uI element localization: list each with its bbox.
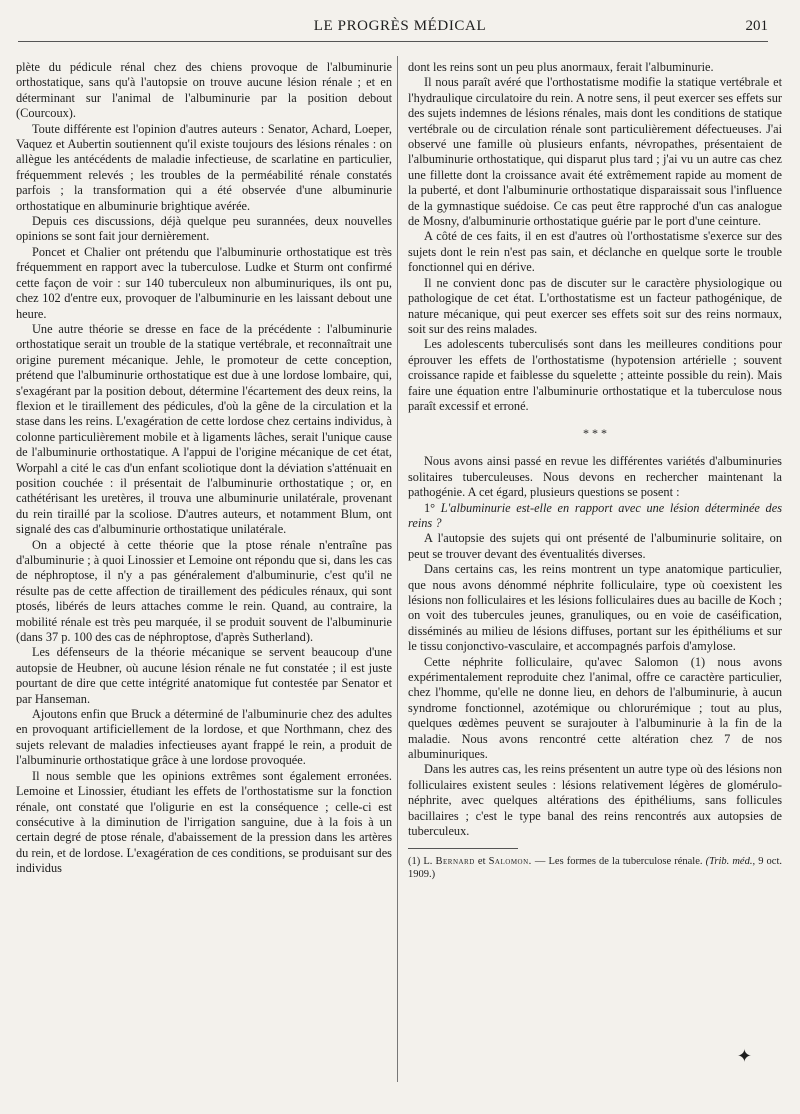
paragraph: Il ne convient donc pas de discuter sur le caractère physiologique ou pathologique de cet état. L'orthostatisme est un facteur pathogénique, de nature mécanique, qui peut exercer ses effets soit sur des reins normaux, soit sur des reins malades.	[408, 275, 782, 336]
right-column	[408, 60, 782, 881]
footnote-date: 9 oct. 1909.)	[408, 855, 783, 880]
paragraph: Poncet et Chalier ont prétendu que l'albuminurie orthostatique est très fréquemment en rapport avec la tuberculose. Ludke et Sturm ont confirmé cette façon de voir : sur 140 tuberculeux non albuminuriques, ils ont pu, chez 102 d'entre eux, provoquer de l'albuminurie en les laissant debout une heure.	[16, 244, 392, 321]
footnote	[408, 855, 782, 881]
footnote-source: (Trib. méd.,	[705, 855, 756, 867]
column-divider	[397, 56, 398, 1082]
question-number: 1°	[424, 500, 436, 515]
footnote-author: Salomon.	[488, 855, 532, 867]
left-column	[16, 60, 392, 877]
paragraph: A côté de ces faits, il en est d'autres où l'orthostatisme s'exerce sur des sujets dont le rein n'est pas sain, et déclanche en quelque sorte le trouble fonctionnel qui en dérive.	[408, 229, 782, 275]
page-header	[0, 18, 800, 40]
ornament-icon: ✦	[736, 1046, 752, 1066]
paragraph: Les défenseurs de la théorie mécanique se servent beaucoup d'une autopsie de Heubner, où aucune lésion rénale ne fut constatée ; il est juste pourtant de dire que cette intégrité anatomique fut contestée par Senator et par Hanseman.	[16, 645, 392, 706]
question-text: L'albuminurie est-elle en rapport avec une lésion déterminée des reins ?	[408, 500, 782, 530]
paragraph: On a objecté à cette théorie que la ptose rénale n'entraîne pas d'albuminurie ; à quoi Linossier et Lemoine ont répondu que si, dans les cas de néphroptose, il n'y a pas généralement d'albuminurie, c'est qu'il ne résulte pas de cette affection de tiraillement des pédicules rénaux, qui sont ptosés, libérés de leurs attaches comme le rein. Quand, au contraire, la mobilité rénale est très peu marquée, il se produit souvent de l'albuminurie (dans 37 p. 100 des cas de néphroptose, d'après Sutherland).	[16, 537, 392, 645]
paragraph: Cette néphrite folliculaire, qu'avec Salomon (1) nous avons expérimentalement reproduite chez l'animal, offre ce caractère particulier, chez l'homme, qu'elle ne donne lieu, en dehors de l'albuminurie, à aucun syndrome fonctionnel, azotémique ou chlorurémique ; tout au plus, quelques œdèmes peuvent se surajouter à l'albuminurie à la fin de la maladie. Nous avons rencontré cette altération chez 7 de nos albuminuriques.	[408, 654, 782, 762]
footnote-title: — Les formes de la tuberculose rénale.	[534, 855, 703, 867]
footnote-marker: (1) L.	[408, 855, 433, 867]
header-rule	[18, 41, 768, 42]
paragraph: Nous avons ainsi passé en revue les différentes variétés d'albuminuries solitaires tuberculeuses. Nous devons en rechercher maintenant la pathogénie. A cet égard, plusieurs questions se posent :	[408, 454, 782, 500]
paragraph: Les adolescents tuberculisés sont dans les meilleures conditions pour éprouver les effets de l'orthostatisme (hypotension artérielle ; souvent croissance rapide et faiblesse du squelette ; atteinte possible du rein). Mais faire une équation entre l'albuminurie orthostatique et la tuberculose nous paraît excessif et erroné.	[408, 337, 782, 413]
paragraph: Une autre théorie se dresse en face de la précédente : l'albuminurie orthostatique serait un trouble de la statique vertébrale, et reconnaîtrait une origine purement mécanique. Jehle, le promoteur de cette conception, prétend que l'albuminurie orthostatique est due à une lordose lombaire, qui, s'exagérant par la position debout, détermine l'écartement des deux reins, la flexion et le tiraillement des pédicules, d'où la gêne de la circulation et la stase dans les reins. L'exagération de cette lordose chez certains individus, à colonne particulièrement mobile et à ligaments lâches, serait l'unique cause de l'albuminurie orthostatique. A l'appui de l'origine mécanique de cet état, Worpahl a cité le cas d'un enfant scoliotique dont la déviation s'atténuait en position couchée : il présentait de l'albuminurie orthostatique ; or, en cathétérisant les uretères, il trouva une albuminurie unilatérale, provenant du rein tiraillé par la scoliose. D'autres auteurs, et notamment Blum, ont signalé des cas d'albuminurie orthostatique unilatérale.	[16, 321, 392, 537]
paragraph: plète du pédicule rénal chez des chiens provoque de l'albuminurie orthostatique, sans qu'à l'autopsie on trouve aucune lésion rénale ; et en déterminant sur l'animal de l'albuminurie par la position debout (Courcoux).	[16, 60, 392, 121]
paragraph: Ajoutons enfin que Bruck a déterminé de l'albuminurie chez des adultes en provoquant artificiellement de la lordose, et que Northmann, chez des sujets relevant de maladies infectieuses ayant frappé le rein, a produit de l'albuminurie orthostatique grâce à une lordose provoquée.	[16, 707, 392, 768]
footnote-author: Bernard	[435, 855, 475, 867]
paragraph: Dans les autres cas, les reins présentent un autre type où des lésions non folliculaires existent seules : lésions relativement légères de glomérulo-néphrite, avec quelques altérations des épithéliums, sans follicules bacillaires ; c'est le type banal des reins rencontrés aux autopsies de tuberculeux.	[408, 762, 782, 839]
paragraph: Il nous paraît avéré que l'orthostatisme modifie la statique vertébrale et l'hydraulique circulatoire du rein. A notre sens, il peut exercer ses effets sur des sujets indemnes de lésions rénales, mais dont les conditions de statique vertébrale ou de circulation rénale sont particulièrement défectueuses. J'ai observé une famille où plusieurs enfants, névropathes, présentaient de l'albuminurie orthostatique, qui disparut plus tard ; j'ai vu un autre cas chez une fillette dont la croissance avait été extrêmement rapide au moment de la puberté, et dont l'albuminurie orthostatique disparaissait sous l'influence de la gymnastique suédoise. Ce cas peut être rapproché d'un cas analogue de Mosny, d'albuminurie orthostatique guérie par le port d'une ceinture.	[408, 75, 782, 229]
paragraph: Toute différente est l'opinion d'autres auteurs : Senator, Achard, Loeper, Vaquez et Aubertin soutiennent qu'il existe toujours des lésions rénales : on allègue les antécédents de maladie infectieuse, de scarlatine en particulier, fréquemment relevés ; les troubles de la perméabilité rénale constatés parfois ; la transformation qui a été observée d'une albuminurie orthostatique en albuminurie brightique avérée.	[16, 121, 392, 213]
paragraph: A l'autopsie des sujets qui ont présenté de l'albuminurie solitaire, on peut se trouver devant des éventualités diverses.	[408, 531, 782, 561]
question	[408, 501, 782, 532]
footnote-conj: et	[477, 855, 486, 867]
page-number: 201	[745, 18, 768, 34]
paragraph: Depuis ces discussions, déjà quelque peu surannées, deux nouvelles opinions se sont fait jour dernièrement.	[16, 214, 392, 244]
footnote-rule	[408, 848, 518, 849]
paragraph: Dans certains cas, les reins montrent un type anatomique particulier, que nous avons dénommé néphrite folliculaire, type où coexistent les lésions non folliculaires et les lésions folliculaires dues au bacille de Koch ; on voit des tubercules jeunes, granuliques, ou en voie de caséification, disséminés au milieu de lésions diffuses, portant sur les épithéliums et sur le tissu conjonctivo-vasculaire, et accompagnés parfois d'amylose.	[408, 562, 782, 654]
section-separator: * * *	[583, 426, 607, 441]
paragraph: Il nous semble que les opinions extrêmes sont également erronées. Lemoine et Linossier, étudiant les effets de l'orthostatisme sur la fonction rénale, ont constaté que l'oligurie en est la conséquence ; celle-ci est consécutive à la diminution de l'irrigation sanguine, due à la fois à un certain degré de ptose rénale, d'abaissement de la pression dans les artères du rein, et de lordose. L'exagération de ces conditions, se produisant sur des individus	[16, 768, 392, 876]
running-title: LE PROGRÈS MÉDICAL	[313, 18, 487, 34]
paragraph: dont les reins sont un peu plus anormaux, ferait l'albuminurie.	[408, 60, 714, 74]
